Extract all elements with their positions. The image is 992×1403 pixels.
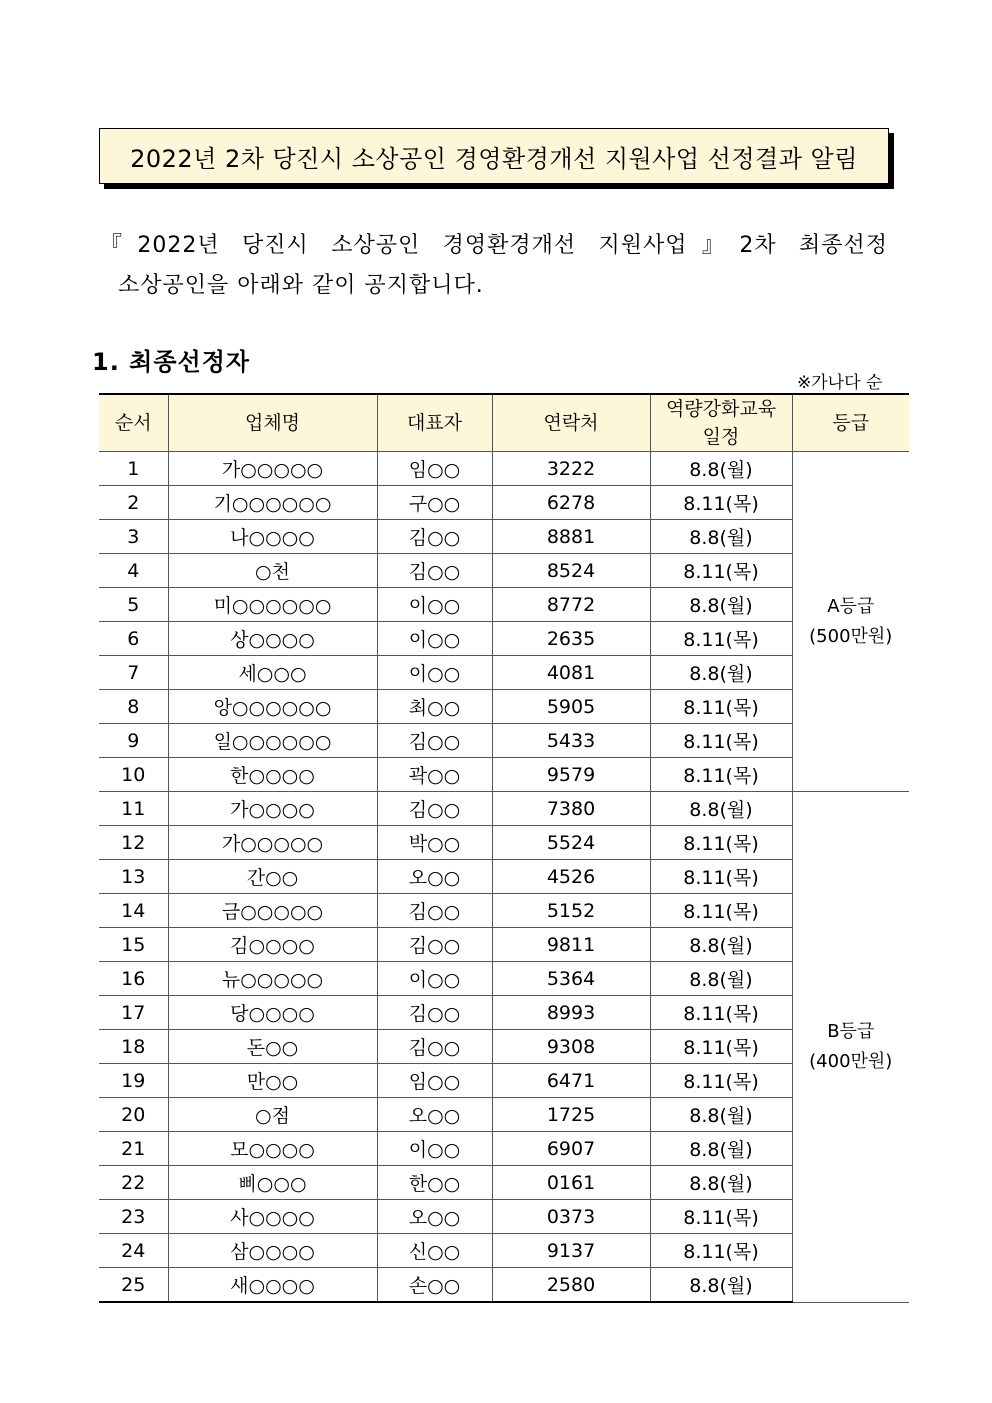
row-contact: 8772 [492, 588, 650, 622]
table-row [99, 1098, 909, 1132]
row-rep: 김○○ [377, 792, 492, 826]
row-no: 7 [99, 656, 168, 690]
grade-name: A등급 [827, 595, 875, 617]
table-row [99, 690, 909, 724]
row-training-date: 8.11(목) [650, 894, 792, 928]
table-row [99, 1030, 909, 1064]
row-training-date: 8.8(월) [650, 792, 792, 826]
row-contact: 5152 [492, 894, 650, 928]
row-contact: 4081 [492, 656, 650, 690]
row-no: 10 [99, 758, 168, 792]
row-company: 당○○○○ [168, 996, 377, 1030]
row-contact: 6471 [492, 1064, 650, 1098]
table-row [99, 860, 909, 894]
row-rep: 김○○ [377, 894, 492, 928]
row-company: 앙○○○○○○ [168, 690, 377, 724]
row-training-date: 8.8(월) [650, 520, 792, 554]
row-no: 18 [99, 1030, 168, 1064]
header-training-date: 역량강화교육 일정 [650, 394, 792, 452]
row-contact: 2580 [492, 1268, 650, 1303]
intro-line-2: 소상공인을 아래와 같이 공지합니다. [118, 273, 484, 298]
header-company: 업체명 [168, 394, 377, 452]
row-company: 모○○○○ [168, 1132, 377, 1166]
row-no: 6 [99, 622, 168, 656]
row-no: 19 [99, 1064, 168, 1098]
grade-amount: (400만원) [809, 1050, 893, 1072]
table-row [99, 928, 909, 962]
row-contact: 6278 [492, 486, 650, 520]
row-no: 11 [99, 792, 168, 826]
row-company: ○천 [168, 554, 377, 588]
row-rep: 최○○ [377, 690, 492, 724]
table-row [99, 554, 909, 588]
row-company: 뉴○○○○○ [168, 962, 377, 996]
table-row [99, 1166, 909, 1200]
row-company: 삼○○○○ [168, 1234, 377, 1268]
row-no: 5 [99, 588, 168, 622]
header-contact: 연락처 [492, 394, 650, 452]
row-company: 간○○ [168, 860, 377, 894]
row-contact: 4526 [492, 860, 650, 894]
row-company: 삐○○○ [168, 1166, 377, 1200]
table-row [99, 486, 909, 520]
row-training-date: 8.11(목) [650, 1030, 792, 1064]
row-training-date: 8.11(목) [650, 1234, 792, 1268]
row-rep: 이○○ [377, 656, 492, 690]
row-company: 나○○○○ [168, 520, 377, 554]
row-company: 기○○○○○○ [168, 486, 377, 520]
row-contact: 2635 [492, 622, 650, 656]
row-company: 미○○○○○○ [168, 588, 377, 622]
row-rep: 구○○ [377, 486, 492, 520]
row-rep: 곽○○ [377, 758, 492, 792]
row-contact: 9579 [492, 758, 650, 792]
table-row [99, 1132, 909, 1166]
row-no: 22 [99, 1166, 168, 1200]
row-contact: 9811 [492, 928, 650, 962]
row-no: 4 [99, 554, 168, 588]
row-rep: 이○○ [377, 1132, 492, 1166]
row-contact: 8993 [492, 996, 650, 1030]
row-company: 가○○○○ [168, 792, 377, 826]
table-row [99, 1064, 909, 1098]
selection-table [99, 393, 909, 1303]
row-company: ○점 [168, 1098, 377, 1132]
row-no: 21 [99, 1132, 168, 1166]
table-row [99, 1268, 909, 1303]
row-training-date: 8.8(월) [650, 1268, 792, 1303]
row-contact: 0161 [492, 1166, 650, 1200]
row-rep: 오○○ [377, 1200, 492, 1234]
row-no: 9 [99, 724, 168, 758]
grade-name: B등급 [827, 1020, 875, 1042]
grade-amount: (500만원) [809, 625, 893, 647]
row-company: 만○○ [168, 1064, 377, 1098]
row-rep: 임○○ [377, 1064, 492, 1098]
row-training-date: 8.8(월) [650, 656, 792, 690]
row-company: 가○○○○○ [168, 452, 377, 486]
row-company: 세○○○ [168, 656, 377, 690]
table-row [99, 962, 909, 996]
table-row [99, 656, 909, 690]
table-row [99, 758, 909, 792]
row-no: 17 [99, 996, 168, 1030]
grade-a-cell [792, 452, 909, 792]
row-rep: 박○○ [377, 826, 492, 860]
row-training-date: 8.11(목) [650, 996, 792, 1030]
header-rep: 대표자 [377, 394, 492, 452]
row-training-date: 8.11(목) [650, 1200, 792, 1234]
row-rep: 이○○ [377, 962, 492, 996]
row-contact: 0373 [492, 1200, 650, 1234]
table-row [99, 588, 909, 622]
row-rep: 김○○ [377, 554, 492, 588]
row-training-date: 8.11(목) [650, 826, 792, 860]
row-company: 금○○○○○ [168, 894, 377, 928]
row-training-date: 8.11(목) [650, 690, 792, 724]
table-row [99, 996, 909, 1030]
row-contact: 5905 [492, 690, 650, 724]
grade-b-cell [792, 792, 909, 1303]
row-no: 16 [99, 962, 168, 996]
row-company: 가○○○○○ [168, 826, 377, 860]
row-no: 15 [99, 928, 168, 962]
row-company: 일○○○○○○ [168, 724, 377, 758]
row-no: 3 [99, 520, 168, 554]
row-company: 사○○○○ [168, 1200, 377, 1234]
table-row [99, 520, 909, 554]
section-title: 1. 최종선정자 [92, 348, 251, 376]
row-no: 14 [99, 894, 168, 928]
row-rep: 한○○ [377, 1166, 492, 1200]
table-row [99, 1200, 909, 1234]
row-training-date: 8.8(월) [650, 928, 792, 962]
row-training-date: 8.8(월) [650, 962, 792, 996]
row-contact: 3222 [492, 452, 650, 486]
intro-line-1: 『2022년 당진시 소상공인 경영환경개선 지원사업』2차 최종선정 [100, 233, 888, 258]
row-training-date: 8.11(목) [650, 758, 792, 792]
row-training-date: 8.11(목) [650, 860, 792, 894]
table-row [99, 894, 909, 928]
table-row [99, 792, 909, 826]
row-contact: 7380 [492, 792, 650, 826]
table-row [99, 724, 909, 758]
row-rep: 오○○ [377, 1098, 492, 1132]
row-training-date: 8.8(월) [650, 452, 792, 486]
row-training-date: 8.11(목) [650, 554, 792, 588]
table-row [99, 1234, 909, 1268]
row-rep: 오○○ [377, 860, 492, 894]
table-header-row [99, 394, 909, 452]
row-rep: 김○○ [377, 996, 492, 1030]
header-grade: 등급 [792, 394, 909, 452]
page-title: 2022년 2차 당진시 소상공인 경영환경개선 지원사업 선정결과 알림 [130, 144, 858, 173]
row-company: 김○○○○ [168, 928, 377, 962]
row-rep: 이○○ [377, 622, 492, 656]
title-box [99, 128, 889, 184]
row-company: 상○○○○ [168, 622, 377, 656]
row-rep: 김○○ [377, 520, 492, 554]
row-training-date: 8.8(월) [650, 588, 792, 622]
row-rep: 손○○ [377, 1268, 492, 1303]
header-no: 순서 [99, 394, 168, 452]
row-contact: 9137 [492, 1234, 650, 1268]
row-rep: 신○○ [377, 1234, 492, 1268]
row-contact: 5433 [492, 724, 650, 758]
row-no: 20 [99, 1098, 168, 1132]
row-company: 한○○○○ [168, 758, 377, 792]
row-training-date: 8.11(목) [650, 1064, 792, 1098]
row-training-date: 8.8(월) [650, 1166, 792, 1200]
row-no: 12 [99, 826, 168, 860]
row-contact: 6907 [492, 1132, 650, 1166]
row-company: 새○○○○ [168, 1268, 377, 1303]
row-rep: 이○○ [377, 588, 492, 622]
row-training-date: 8.11(목) [650, 724, 792, 758]
row-training-date: 8.11(목) [650, 486, 792, 520]
row-rep: 김○○ [377, 928, 492, 962]
row-training-date: 8.8(월) [650, 1132, 792, 1166]
row-rep: 임○○ [377, 452, 492, 486]
row-contact: 1725 [492, 1098, 650, 1132]
table-row [99, 622, 909, 656]
table-row [99, 826, 909, 860]
sort-note: ※가나다 순 [797, 373, 883, 393]
row-contact: 8524 [492, 554, 650, 588]
table-body [99, 452, 909, 1303]
table-row [99, 452, 909, 486]
row-no: 13 [99, 860, 168, 894]
row-contact: 5524 [492, 826, 650, 860]
intro-paragraph [100, 226, 900, 306]
row-no: 2 [99, 486, 168, 520]
row-training-date: 8.11(목) [650, 622, 792, 656]
row-training-date: 8.8(월) [650, 1098, 792, 1132]
row-contact: 5364 [492, 962, 650, 996]
row-contact: 8881 [492, 520, 650, 554]
row-rep: 김○○ [377, 724, 492, 758]
row-no: 8 [99, 690, 168, 724]
row-no: 25 [99, 1268, 168, 1303]
row-no: 1 [99, 452, 168, 486]
row-contact: 9308 [492, 1030, 650, 1064]
row-no: 23 [99, 1200, 168, 1234]
row-company: 돈○○ [168, 1030, 377, 1064]
row-no: 24 [99, 1234, 168, 1268]
row-rep: 김○○ [377, 1030, 492, 1064]
